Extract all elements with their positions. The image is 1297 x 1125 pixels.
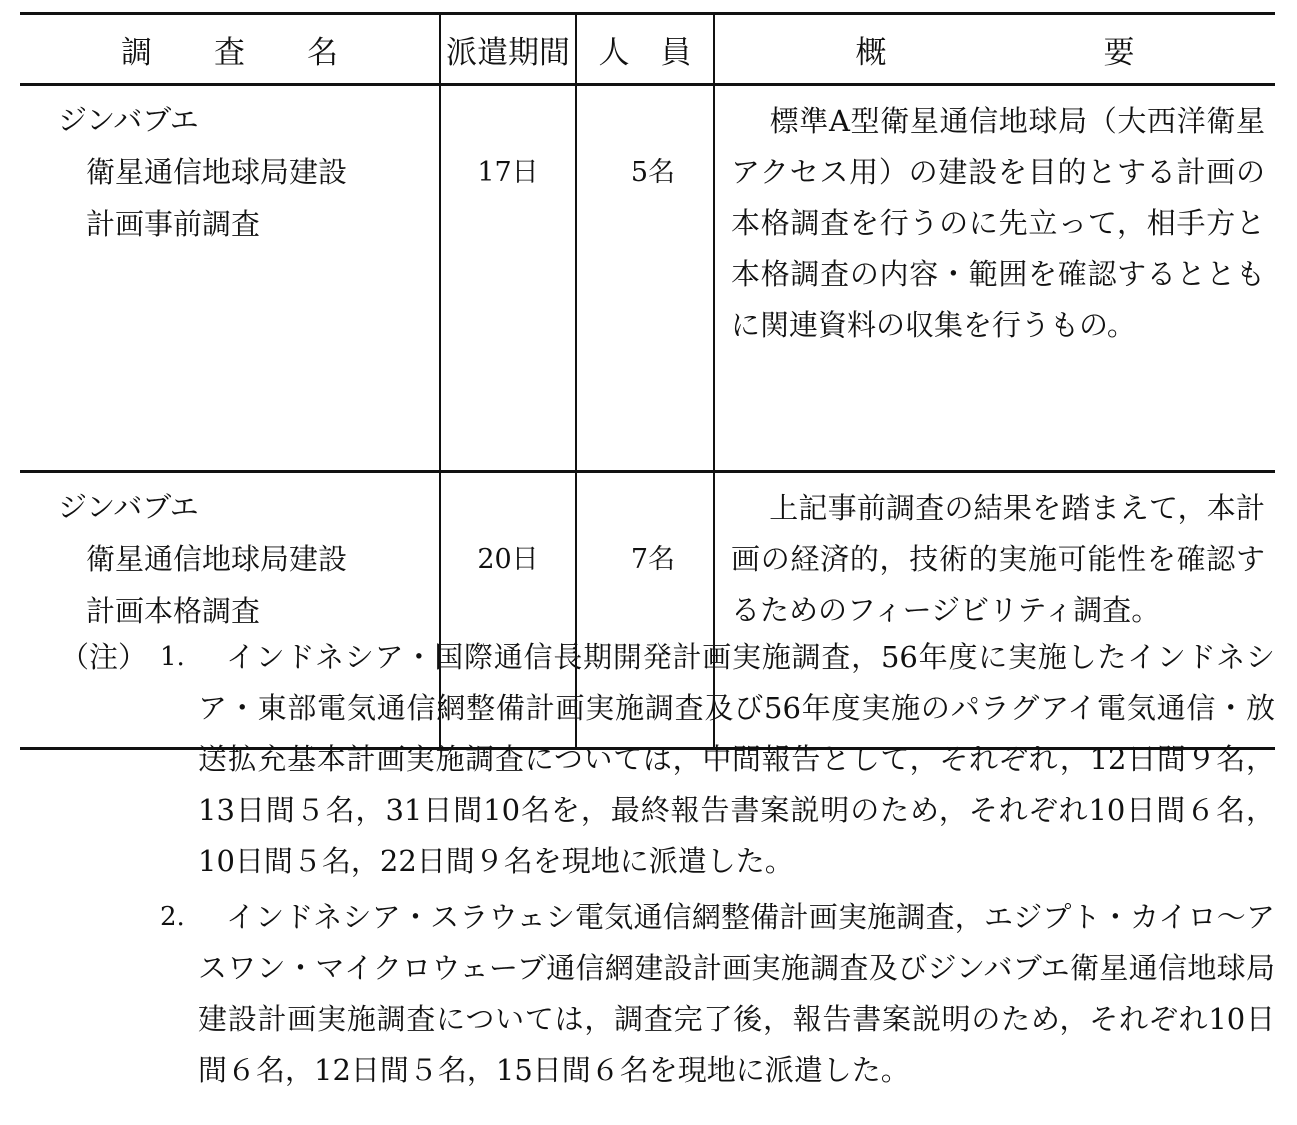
note-number: 2. (160, 902, 185, 932)
table-header (20, 14, 1275, 85)
note-item (60, 892, 1275, 1096)
staff-cell: 5名 (576, 85, 714, 472)
summary-text: 上記事前調査の結果を踏まえて，本計画の経済的，技術的実施可能性を確認するためのフィージビリティ調査。 (731, 491, 1265, 627)
note-text: インドネシア・スラウェシ電気通信網整備計画実施調査，エジプト・カイロ～アスワン・マイクロウェーブ通信網建設計画実施調査及びジンバブエ衛星通信地球局建設計画実施調査については，調査完了後，報告書案説明のため，それぞれ10日間６名，12日間５名，15日間６名を現地に派遣した。 (198, 900, 1275, 1087)
summary-text: 標準A型衛星通信地球局（大西洋衛星アクセス用）の建設を目的とする計画の本格調査を行うのに先立って，相手方と本格調査の内容・範囲を確認するとともに関連資料の収集を行うもの。 (731, 104, 1265, 342)
survey-title-line: 計画本格調査 (86, 594, 261, 628)
survey-title-line: 衛星通信地球局建設 (86, 542, 348, 576)
survey-title-line: 衛星通信地球局建設 (86, 155, 348, 189)
survey-country: ジンバブエ (58, 103, 199, 137)
survey-name-cell (20, 85, 440, 472)
notes-section (60, 632, 1275, 1096)
note-item (60, 632, 1275, 887)
survey-title-line: 計画事前調査 (86, 207, 261, 241)
header-dispatch-period: 派遣期間 (440, 14, 576, 85)
dispatch-period-cell: 20日 (440, 472, 576, 749)
notes-label: （注） (60, 640, 148, 674)
header-summary: 概 要 (714, 14, 1275, 85)
table-row (20, 85, 1275, 472)
summary-cell (714, 85, 1275, 472)
note-text: インドネシア・国際通信長期開発計画実施調査，56年度に実施したインドネシア・東部電気通信網整備計画実施調査及び56年度実施のパラグアイ電気通信・放送拡充基本計画実施調査については，中間報告として，それぞれ，12日間９名，13日間５名，31日間10名を，最終報告書案説明のため，それぞれ10日間６名，10日間５名，22日間９名を現地に派遣した。 (198, 640, 1275, 878)
note-number: 1. (160, 642, 185, 672)
staff-cell: 7名 (576, 472, 714, 749)
dispatch-period-cell: 17日 (440, 85, 576, 472)
survey-country: ジンバブエ (58, 490, 199, 524)
header-staff: 人 員 (576, 14, 714, 85)
header-survey-name: 調 査 名 (20, 14, 440, 85)
